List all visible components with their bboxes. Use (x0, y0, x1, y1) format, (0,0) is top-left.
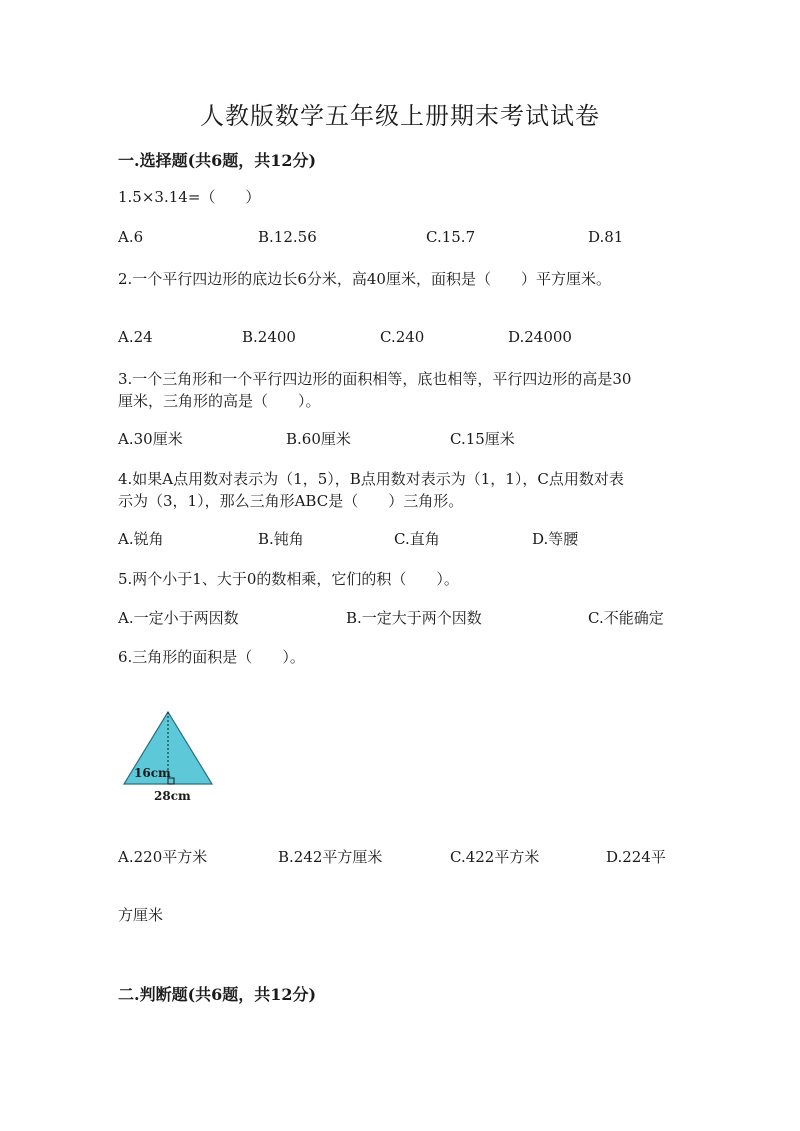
q3-option-a[interactable]: A.30厘米 (118, 430, 183, 448)
question-6: 6.三角形的面积是（ ）。 (118, 648, 305, 666)
question-1: 1.5×3.14=（ ） (118, 188, 261, 206)
question-3-line-1: 3.一个三角形和一个平行四边形的面积相等，底也相等，平行四边形的高是30 (118, 370, 632, 388)
triangle-base-label: 28cm (154, 789, 191, 803)
q1-option-c[interactable]: C.15.7 (426, 228, 476, 246)
q4-option-d[interactable]: D.等腰 (532, 530, 579, 548)
section-heading-choice: 一.选择题(共6题，共12分) (118, 151, 317, 170)
q4-option-a[interactable]: A.锐角 (118, 530, 164, 548)
q5-option-c[interactable]: C.不能确定 (588, 609, 664, 627)
section-heading-judgement: 二.判断题(共6题，共12分) (118, 985, 317, 1004)
q6-option-d-continued: 方厘米 (118, 906, 164, 924)
q5-option-a[interactable]: A.一定小于两因数 (118, 609, 239, 627)
page-title: 人教版数学五年级上册期末考试试卷 (200, 102, 600, 130)
q3-option-b[interactable]: B.60厘米 (286, 430, 351, 448)
q6-option-a[interactable]: A.220平方米 (118, 848, 208, 866)
question-3-line-2: 厘米，三角形的高是（ ）。 (118, 392, 321, 410)
q4-option-c[interactable]: C.直角 (394, 530, 440, 548)
q6-option-d[interactable]: D.224平 (606, 848, 666, 866)
q2-option-d[interactable]: D.24000 (508, 328, 572, 346)
q2-option-c[interactable]: C.240 (380, 328, 425, 346)
q3-option-c[interactable]: C.15厘米 (450, 430, 515, 448)
q6-option-c[interactable]: C.422平方米 (450, 848, 540, 866)
q5-option-b[interactable]: B.一定大于两个因数 (346, 609, 482, 627)
question-4-line-1: 4.如果A点用数对表示为（1，5），B点用数对表示为（1，1），C点用数对表 (118, 470, 624, 488)
q1-option-a[interactable]: A.6 (118, 228, 144, 246)
question-2: 2.一个平行四边形的底边长6分米，高40厘米，面积是（ ）平方厘米。 (118, 270, 611, 288)
triangle-height-label: 16cm (134, 766, 171, 780)
q4-option-b[interactable]: B.钝角 (258, 530, 304, 548)
triangle-diagram (118, 708, 218, 804)
q6-option-b[interactable]: B.242平方厘米 (278, 848, 383, 866)
q2-option-b[interactable]: B.2400 (242, 328, 296, 346)
question-5: 5.两个小于1、大于0的数相乘，它们的积（ ）。 (118, 570, 459, 588)
q2-option-a[interactable]: A.24 (118, 328, 153, 346)
q1-option-b[interactable]: B.12.56 (258, 228, 317, 246)
question-4-line-2: 示为（3，1），那么三角形ABC是（ ）三角形。 (118, 492, 464, 510)
triangle-figure (118, 708, 218, 804)
q1-option-d[interactable]: D.81 (588, 228, 624, 246)
